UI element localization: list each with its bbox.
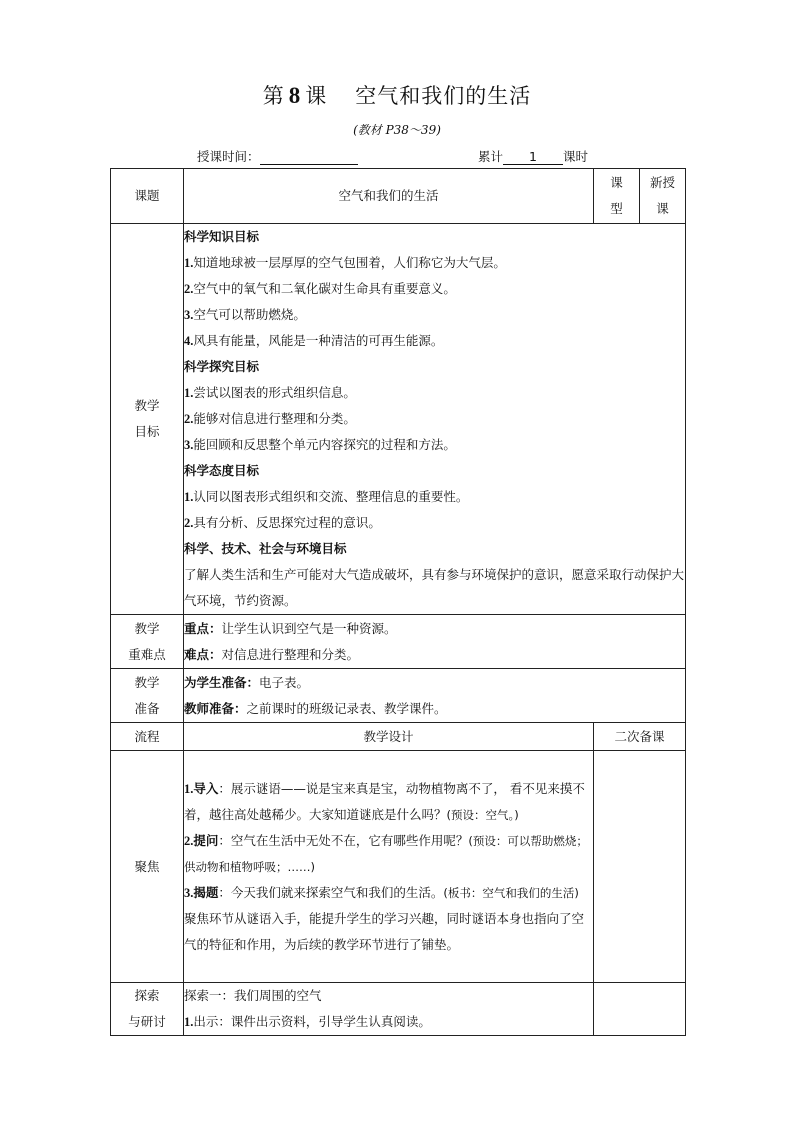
list-item: 1.尝试以图表的形式组织信息。 bbox=[184, 385, 356, 400]
class-time bbox=[197, 147, 358, 165]
list-item: 3.空气可以帮助燃烧。 bbox=[184, 307, 306, 322]
inquiry-heading: 科学探究目标 bbox=[184, 359, 260, 374]
lesson-plan-table bbox=[110, 168, 686, 1036]
focus-intro: 1.导入：展示谜语——说是宝来真是宝，动物植物离不了， 看不见来摸不着，越往高处越稀少。大家知道谜底是什么吗？(预设：空气。) bbox=[184, 780, 585, 822]
explore-label: 探索 与研讨 bbox=[111, 983, 184, 1036]
explore-content bbox=[184, 983, 594, 1036]
cumulative-label: 累计 bbox=[478, 149, 504, 164]
cumulative-unit: 课时 bbox=[563, 149, 589, 164]
sts-heading: 科学、技术、社会与环境目标 bbox=[184, 541, 347, 556]
list-item: 2.具有分析、反思探究过程的意识。 bbox=[184, 515, 381, 530]
cumulative-hours bbox=[478, 147, 588, 165]
topic-value: 空气和我们的生活 bbox=[184, 169, 594, 224]
explore-heading: 探索一：我们周围的空气 bbox=[184, 988, 322, 1003]
title-unit: 课 bbox=[305, 84, 328, 108]
preparation-content: 为学生准备：电子表。 教师准备：之前课时的班级记录表、教学课件。 bbox=[184, 669, 686, 723]
class-time-label: 授课时间： bbox=[197, 149, 260, 164]
preparation-label: 教学 准备 bbox=[111, 669, 184, 723]
list-item: 2.能够对信息进行整理和分类。 bbox=[184, 411, 356, 426]
list-item: 1.知道地球被一层厚厚的空气包围着，人们称它为大气层。 bbox=[184, 255, 506, 270]
goals-content bbox=[184, 224, 686, 615]
flow-header-row bbox=[111, 723, 686, 751]
focus-summary: 聚焦环节从谜语入手，能提升学生的学习兴趣，同时谜语本身也指向了空气的特征和作用，为后续的教学环节进行了铺垫。 bbox=[184, 910, 585, 952]
list-item: 2.空气中的氧气和二氧化碳对生命具有重要意义。 bbox=[184, 281, 456, 296]
explore-step: 1.出示：课件出示资料，引导学生认真阅读。 bbox=[184, 1014, 431, 1029]
list-item: 4.风具有能量，风能是一种清洁的可再生能源。 bbox=[184, 333, 444, 348]
focus-label: 聚焦 bbox=[111, 751, 184, 983]
goals-row bbox=[111, 224, 686, 615]
second-prep-header: 二次备课 bbox=[594, 723, 686, 751]
list-item: 1.认同以图表形式组织和交流、整理信息的重要性。 bbox=[184, 489, 469, 504]
class-time-blank bbox=[260, 150, 358, 165]
page-title bbox=[0, 80, 794, 110]
cumulative-value: 1 bbox=[503, 150, 563, 165]
attitude-heading: 科学态度目标 bbox=[184, 463, 260, 478]
flow-header: 流程 bbox=[111, 723, 184, 751]
focus-question: 2.提问：空气在生活中无处不在，它有哪些作用呢？(预设：可以帮助燃烧；供动物和植物呼吸；……) bbox=[184, 832, 588, 874]
preparation-row bbox=[111, 669, 686, 723]
focus-content bbox=[184, 751, 594, 983]
type-label: 课 型 bbox=[594, 169, 640, 224]
focus-topic: 3.揭题：今天我们就来探索空气和我们的生活。(板书：空气和我们的生活) bbox=[184, 884, 579, 900]
explore-second-prep bbox=[594, 983, 686, 1036]
lesson-number: 8 bbox=[288, 83, 302, 108]
key-points-label: 教学 重难点 bbox=[111, 615, 184, 669]
list-item: 3.能回顾和反思整个单元内容探究的过程和方法。 bbox=[184, 437, 456, 452]
sts-text: 了解人类生活和生产可能对大气造成破坏，具有参与环境保护的意识，愿意采取行动保护大气环境，节约资源。 bbox=[184, 567, 685, 608]
explore-row bbox=[111, 983, 686, 1036]
topic-row bbox=[111, 169, 686, 224]
goals-label: 教学 目标 bbox=[111, 224, 184, 615]
title-prefix: 第 bbox=[262, 84, 285, 108]
topic-label: 课题 bbox=[111, 169, 184, 224]
knowledge-heading: 科学知识目标 bbox=[184, 229, 260, 244]
focus-row bbox=[111, 751, 686, 983]
lesson-title: 空气和我们的生活 bbox=[355, 84, 532, 108]
focus-second-prep bbox=[594, 751, 686, 983]
key-points-content: 重点：让学生认识到空气是一种资源。 难点：对信息进行整理和分类。 bbox=[184, 615, 686, 669]
key-points-row bbox=[111, 615, 686, 669]
type-value: 新授 课 bbox=[640, 169, 686, 224]
textbook-reference: (教材 P38～39) bbox=[353, 123, 441, 137]
design-header: 教学设计 bbox=[184, 723, 594, 751]
